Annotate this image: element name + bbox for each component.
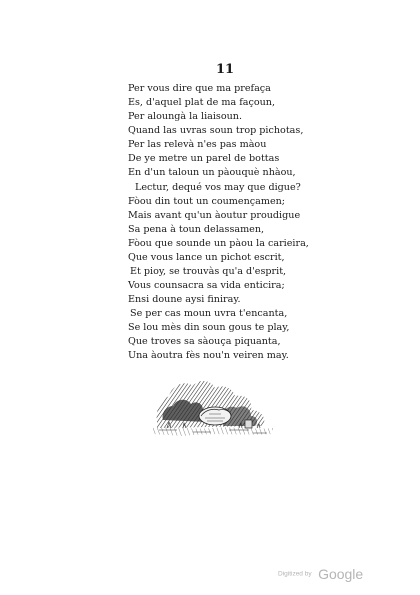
poem-line: De ye metre un parel de bottas	[128, 153, 280, 164]
poem-line: Et pioy, se trouvàs qu'a d'esprit,	[130, 266, 287, 277]
poem-line: Per las relevà n'es pas màou	[128, 139, 267, 150]
poem-line: Vous counsacra sa vida enticira;	[128, 280, 285, 291]
poem-line: Quand las uvras soun trop pichotas,	[128, 125, 304, 136]
poem-line: Se per cas moun uvra t'encanta,	[130, 308, 288, 319]
poem-line: En d'un taloun un pàouquè nhàou,	[128, 167, 296, 178]
watermark-brand: Google	[318, 565, 364, 582]
poem-line: Que vous lance un pichot escrit,	[128, 252, 285, 263]
poem-line: Fòou din tout un coumençamen;	[128, 196, 286, 207]
poem-line: Ensi doune aysi finiray.	[128, 294, 241, 305]
poem-line: Per vous dire que ma prefaça	[128, 83, 271, 94]
poem-line: Lectur, dequé vos may que digue?	[135, 182, 301, 193]
poem-line: Per aloungà la liaisoun.	[128, 111, 243, 122]
watermark-prefix: Digitized by	[278, 570, 312, 578]
poem-line: Sa pena à toun delassamen,	[128, 224, 265, 235]
page-number: 11	[216, 62, 235, 77]
engraving-vignette	[153, 370, 273, 446]
poem-line: Mais avant qu'un àoutur proudigue	[128, 210, 301, 221]
poem-line: Una àoutra fès nou'n veiren may.	[128, 350, 289, 361]
poem-line: Que troves sa sàouça piquanta,	[128, 336, 281, 347]
poem-line: Es, d'aquel plat de ma façoun,	[128, 97, 276, 108]
poem-line: Se lou mès din soun gous te play,	[128, 322, 290, 333]
digitized-by-watermark	[278, 565, 363, 583]
poem-line: Fòou que sounde un pàou la carieira,	[128, 238, 309, 249]
